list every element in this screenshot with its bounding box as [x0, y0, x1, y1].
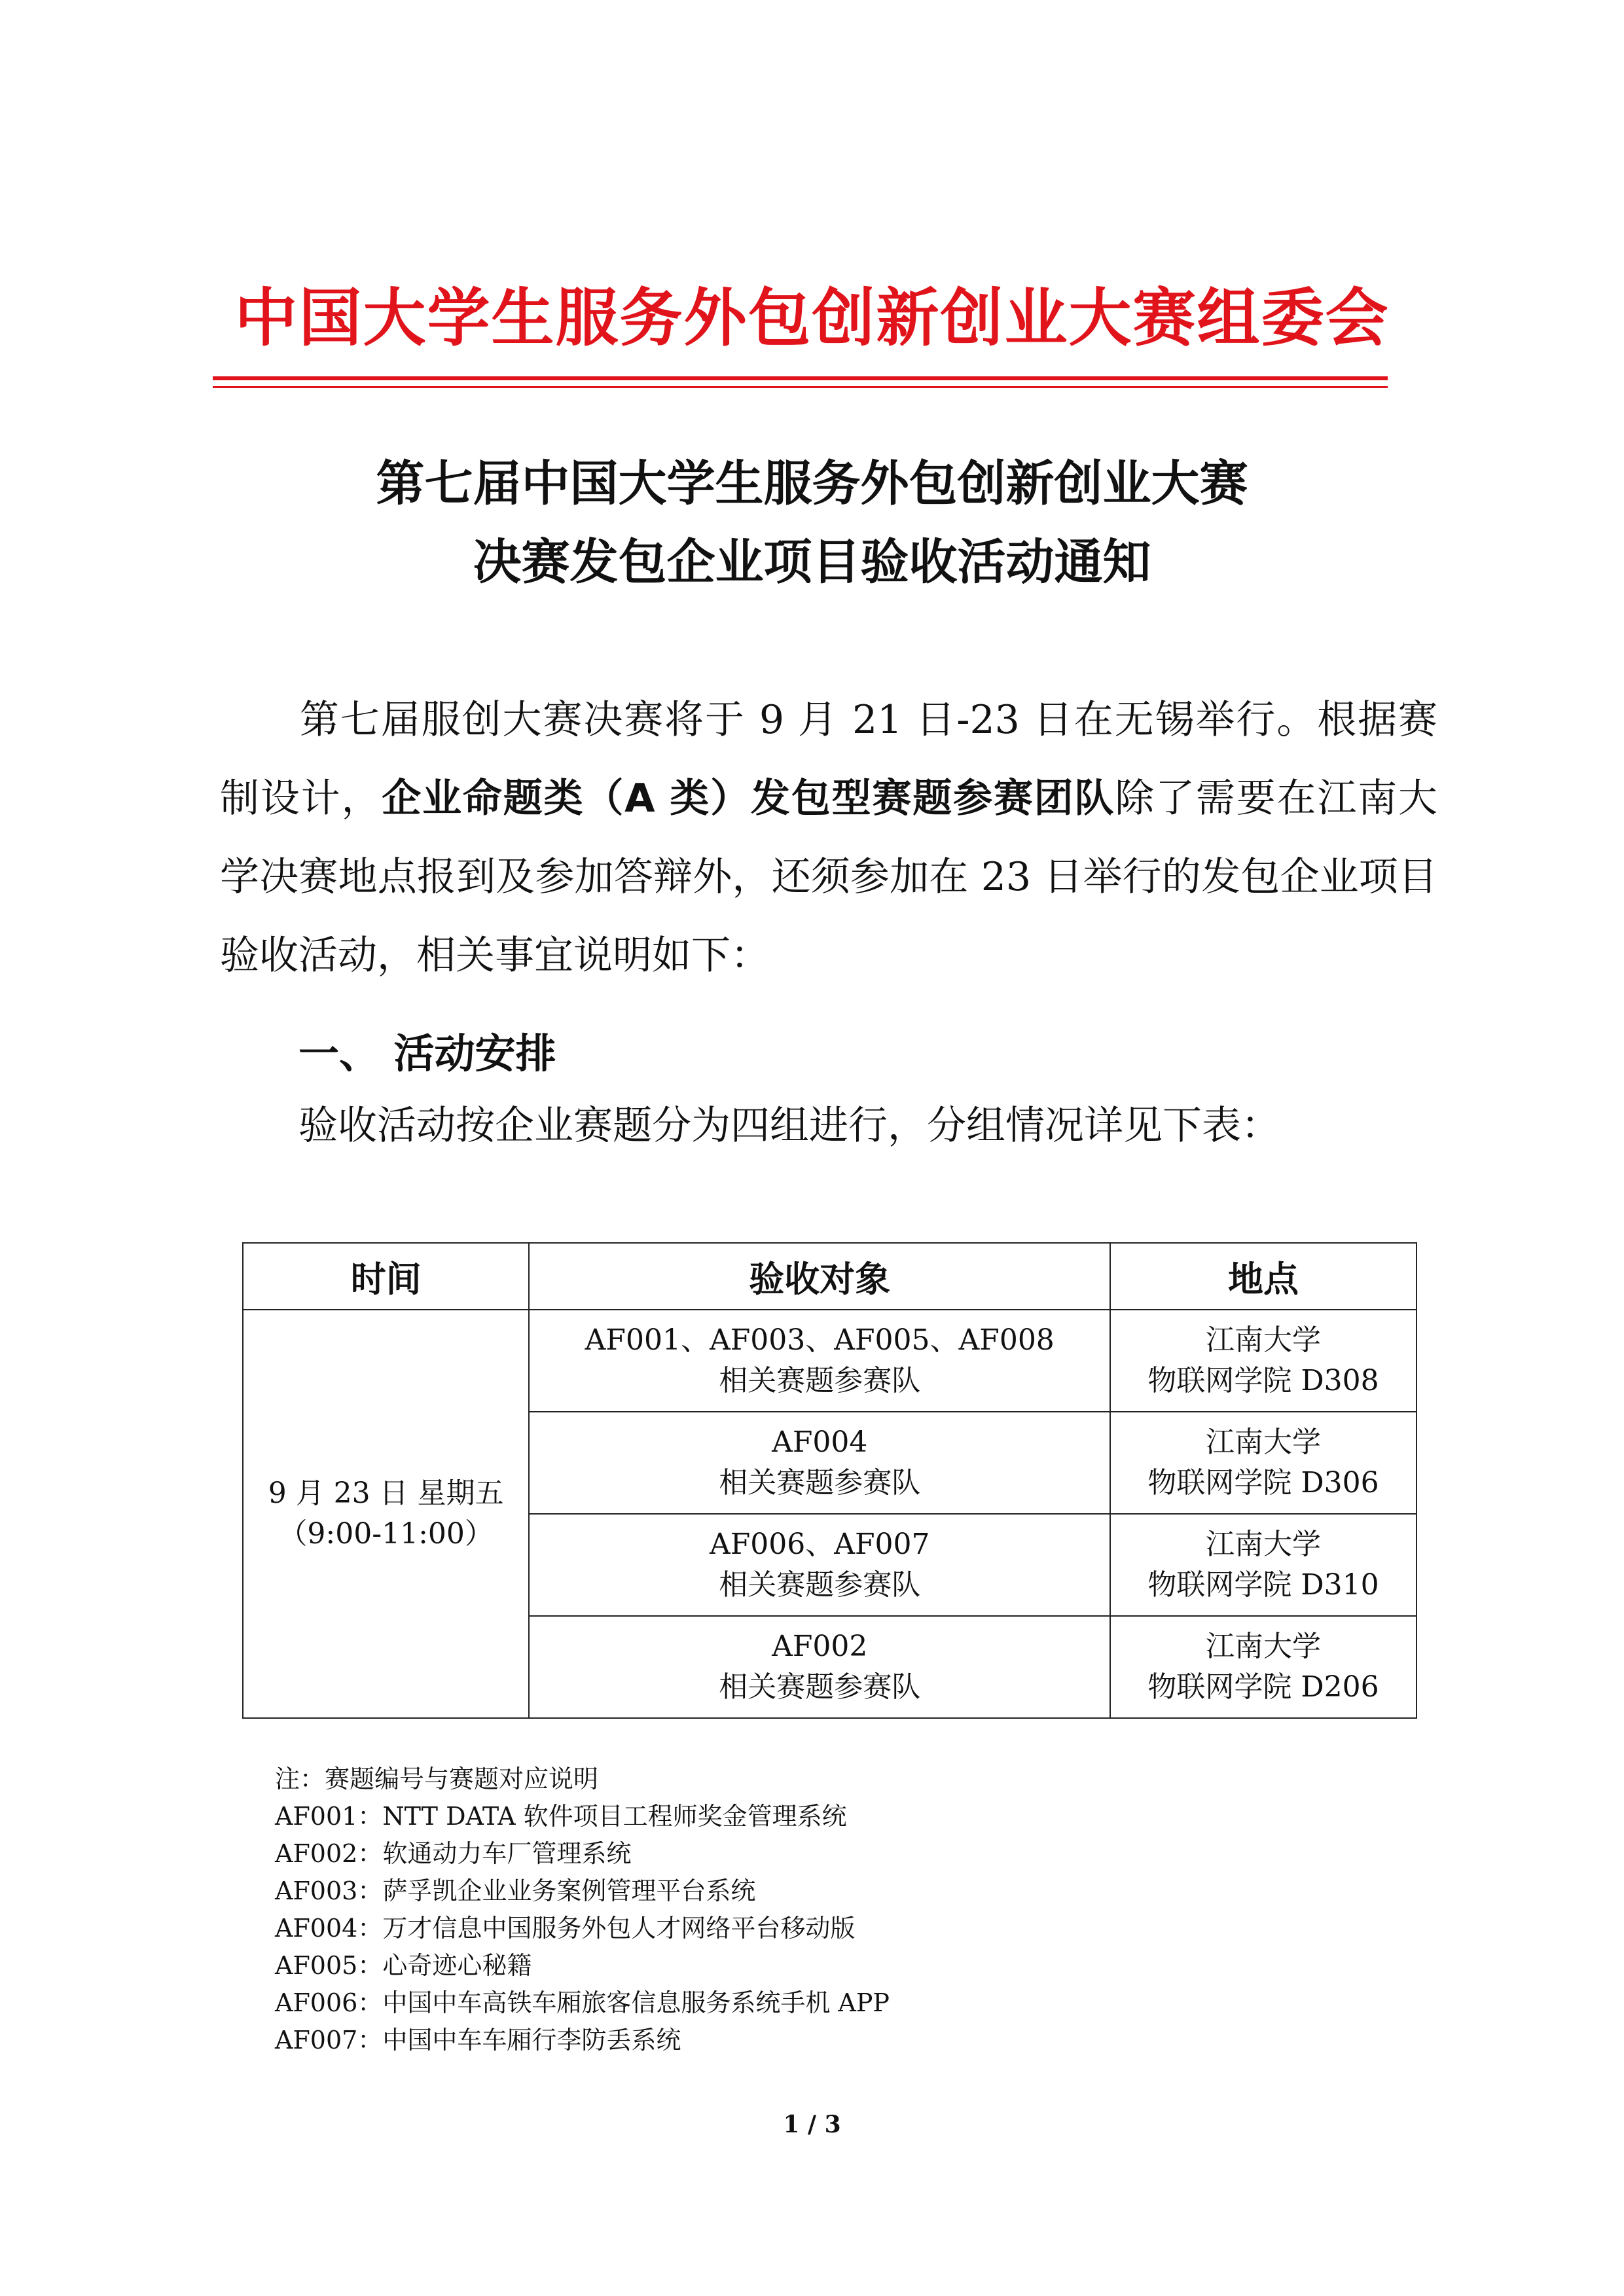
target-cell: [529, 1616, 1110, 1718]
intro-text-bold: 企业命题类（A 类）发包型赛题参赛团队: [382, 776, 1115, 821]
intro-paragraph: [220, 681, 1437, 995]
page-number: 1 / 3: [783, 2111, 841, 2138]
place-cell: [1110, 1412, 1416, 1514]
section-heading-schedule: 一、 活动安排: [298, 1030, 556, 1077]
target-codes: AF004: [772, 1426, 868, 1459]
note-item: AF007：中国中车车厢行李防丢系统: [275, 2026, 681, 2054]
place-school: 江南大学: [1206, 1323, 1322, 1357]
target-codes: AF006、AF007: [709, 1528, 930, 1561]
note-item: AF003：萨孚凯企业业务案例管理平台系统: [275, 1876, 756, 1905]
notes-heading: 注：赛题编号与赛题对应说明: [275, 1765, 599, 1793]
header-time: 时间: [243, 1243, 529, 1310]
target-codes: AF002: [772, 1630, 868, 1663]
header-target: 验收对象: [529, 1243, 1110, 1310]
time-range: （9:00-11:00）: [278, 1517, 494, 1551]
place-room: 物联网学院 D308: [1147, 1364, 1379, 1397]
table-header-row: [243, 1243, 1416, 1310]
document-title-line1: 第七届中国大学生服务外包创新创业大赛: [376, 456, 1248, 512]
organization-title: 中国大学生服务外包创新创业大赛组委会: [234, 281, 1390, 355]
place-room: 物联网学院 D206: [1147, 1670, 1379, 1704]
place-room: 物联网学院 D310: [1147, 1568, 1379, 1602]
schedule-table: [242, 1242, 1417, 1719]
time-date: 9 月 23 日 星期五: [268, 1477, 504, 1510]
place-school: 江南大学: [1206, 1426, 1322, 1459]
notes-block: [275, 1761, 890, 2059]
place-school: 江南大学: [1206, 1528, 1322, 1561]
target-codes: AF001、AF003、AF005、AF008: [585, 1323, 1055, 1357]
target-cell: [529, 1412, 1110, 1514]
target-desc: 相关赛题参赛队: [719, 1568, 921, 1602]
place-cell: [1110, 1616, 1416, 1718]
header-rule-thin: [213, 386, 1388, 388]
place-cell: [1110, 1310, 1416, 1412]
table-row: [243, 1310, 1416, 1412]
note-item: AF001：NTT DATA 软件项目工程师奖金管理系统: [275, 1802, 847, 1831]
time-cell: [243, 1310, 529, 1718]
place-room: 物联网学院 D306: [1147, 1466, 1379, 1499]
note-item: AF005：心奇迹心秘籍: [275, 1951, 532, 1980]
note-item: AF006：中国中车高铁车厢旅客信息服务系统手机 APP: [275, 1988, 890, 2017]
place-school: 江南大学: [1206, 1630, 1322, 1663]
section-text-schedule: 验收活动按企业赛题分为四组进行，分组情况详见下表：: [298, 1103, 1280, 1149]
header-rule-thick: [213, 376, 1388, 380]
target-cell: [529, 1310, 1110, 1412]
target-cell: [529, 1514, 1110, 1616]
header-place: 地点: [1110, 1243, 1416, 1310]
place-cell: [1110, 1514, 1416, 1616]
intro-text-after: 除了需要在江南大学决赛地点报到及参加答辩外，还须参加在 23 日举行的发包企业项目验收活动，相关事宜说明如下：: [220, 776, 1438, 978]
intro-text-before: 第七届服创大赛决赛将于 9 月 21 日-23 日在无锡举行。根据赛制设计，: [220, 697, 1437, 821]
note-item: AF002：软通动力车厂管理系统: [275, 1839, 632, 1868]
target-desc: 相关赛题参赛队: [719, 1670, 921, 1704]
document-title-line2: 决赛发包企业项目验收活动通知: [473, 534, 1151, 590]
target-desc: 相关赛题参赛队: [719, 1466, 921, 1499]
target-desc: 相关赛题参赛队: [719, 1364, 921, 1397]
note-item: AF004：万才信息中国服务外包人才网络平台移动版: [275, 1914, 856, 1943]
